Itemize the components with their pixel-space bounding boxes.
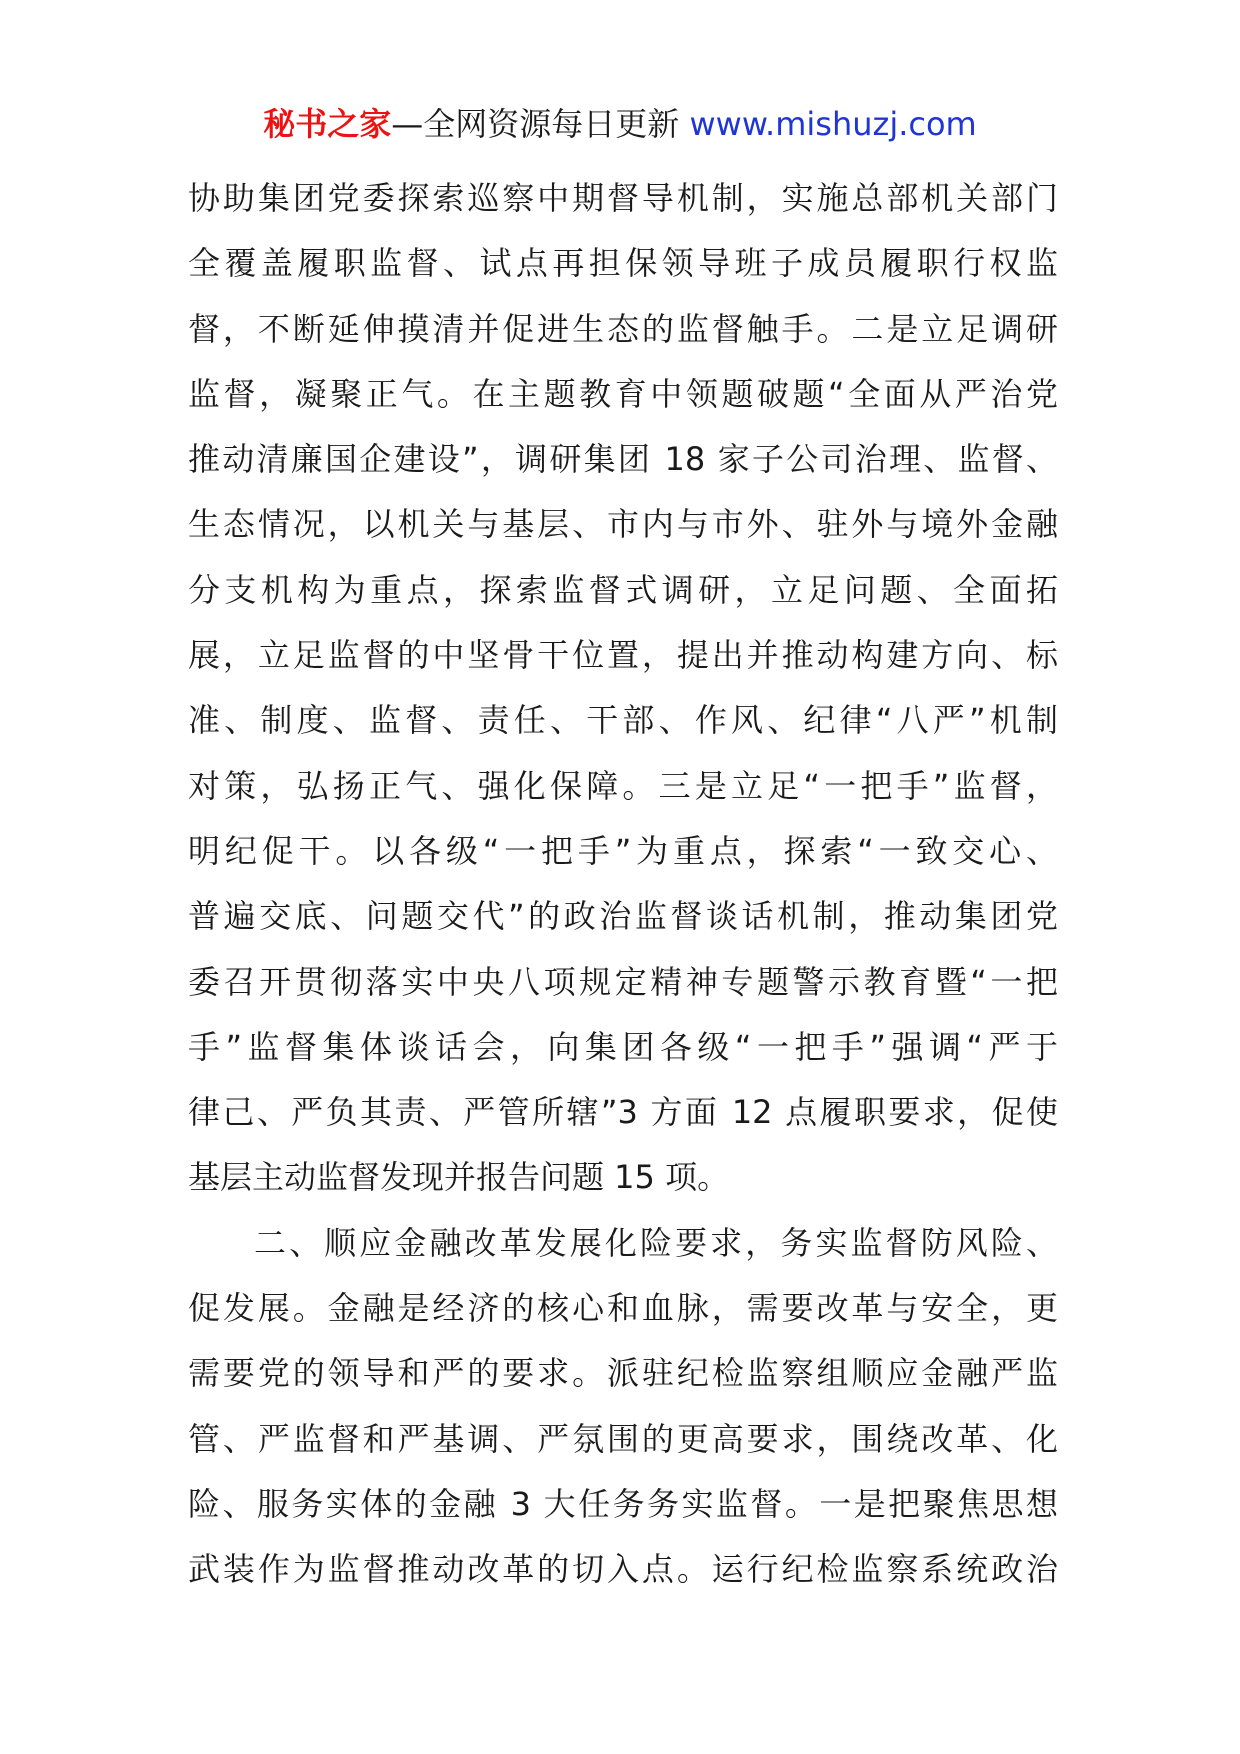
site-header xyxy=(0,100,1240,148)
text-line: 监督，凝聚正气。在主题教育中领题破题“全面从严治党 xyxy=(188,374,1058,413)
text-line: 推动清廉国企建设”，调研集团 18 家子公司治理、监督、 xyxy=(188,440,1058,479)
text-line: 协助集团党委探索巡察中期督导机制，实施总部机关部门 xyxy=(188,179,1058,217)
document-body xyxy=(188,166,1058,1603)
text-line: 全覆盖履职监督、试点再担保领导班子成员履职行权监 xyxy=(188,244,1058,283)
paragraph-last-line: 基层主动监督发现并报告问题 15 项。 xyxy=(188,1158,730,1197)
text-line: 普遍交底、问题交代”的政治监督谈话机制，推动集团党 xyxy=(188,897,1058,936)
text-line: 明纪促干。以各级“一把手”为重点，探索“一致交心、 xyxy=(188,831,1058,870)
text-line: 分支机构为重点，探索监督式调研，立足问题、全面拓 xyxy=(188,570,1058,609)
text-line: 手”监督集体谈话会，向集团各级“一把手”强调“严于 xyxy=(188,1027,1058,1066)
text-line: 准、制度、监督、责任、干部、作风、纪律“八严”机制 xyxy=(188,701,1058,740)
text-line: 对策，弘扬正气、强化保障。三是立足“一把手”监督， xyxy=(188,766,1058,805)
text-line: 委召开贯彻落实中央八项规定精神专题警示教育暨“一把 xyxy=(188,962,1058,1001)
site-brand: 秘书之家 xyxy=(263,105,392,143)
text-line: 需要党的领导和严的要求。派驻纪检监察组顺应金融严监 xyxy=(188,1354,1058,1393)
text-line: 险、服务实体的金融 3 大任务务实监督。一是把聚焦思想 xyxy=(188,1484,1058,1523)
text-line: 武装作为监督推动改革的切入点。运行纪检监察系统政治 xyxy=(188,1550,1058,1589)
text-line: 生态情况，以机关与基层、市内与市外、驻外与境外金融 xyxy=(188,505,1058,544)
text-line: 促发展。金融是经济的核心和血脉，需要改革与安全，更 xyxy=(188,1289,1058,1328)
site-tagline: —全网资源每日更新 xyxy=(391,105,680,143)
text-line: 展，立足监督的中坚骨干位置，提出并推动构建方向、标 xyxy=(188,636,1058,675)
section-heading-line: 二、顺应金融改革发展化险要求，务实监督防风险、 xyxy=(254,1223,1058,1262)
site-url-link[interactable]: www.mishuzj.com xyxy=(689,105,977,143)
text-line: 督，不断延伸摸清并促进生态的监督触手。二是立足调研 xyxy=(188,309,1058,348)
text-line: 律己、严负其责、严管所辖”3 方面 12 点履职要求，促使 xyxy=(188,1093,1058,1132)
text-line: 管、严监督和严基调、严氛围的更高要求，围绕改革、化 xyxy=(188,1419,1058,1458)
